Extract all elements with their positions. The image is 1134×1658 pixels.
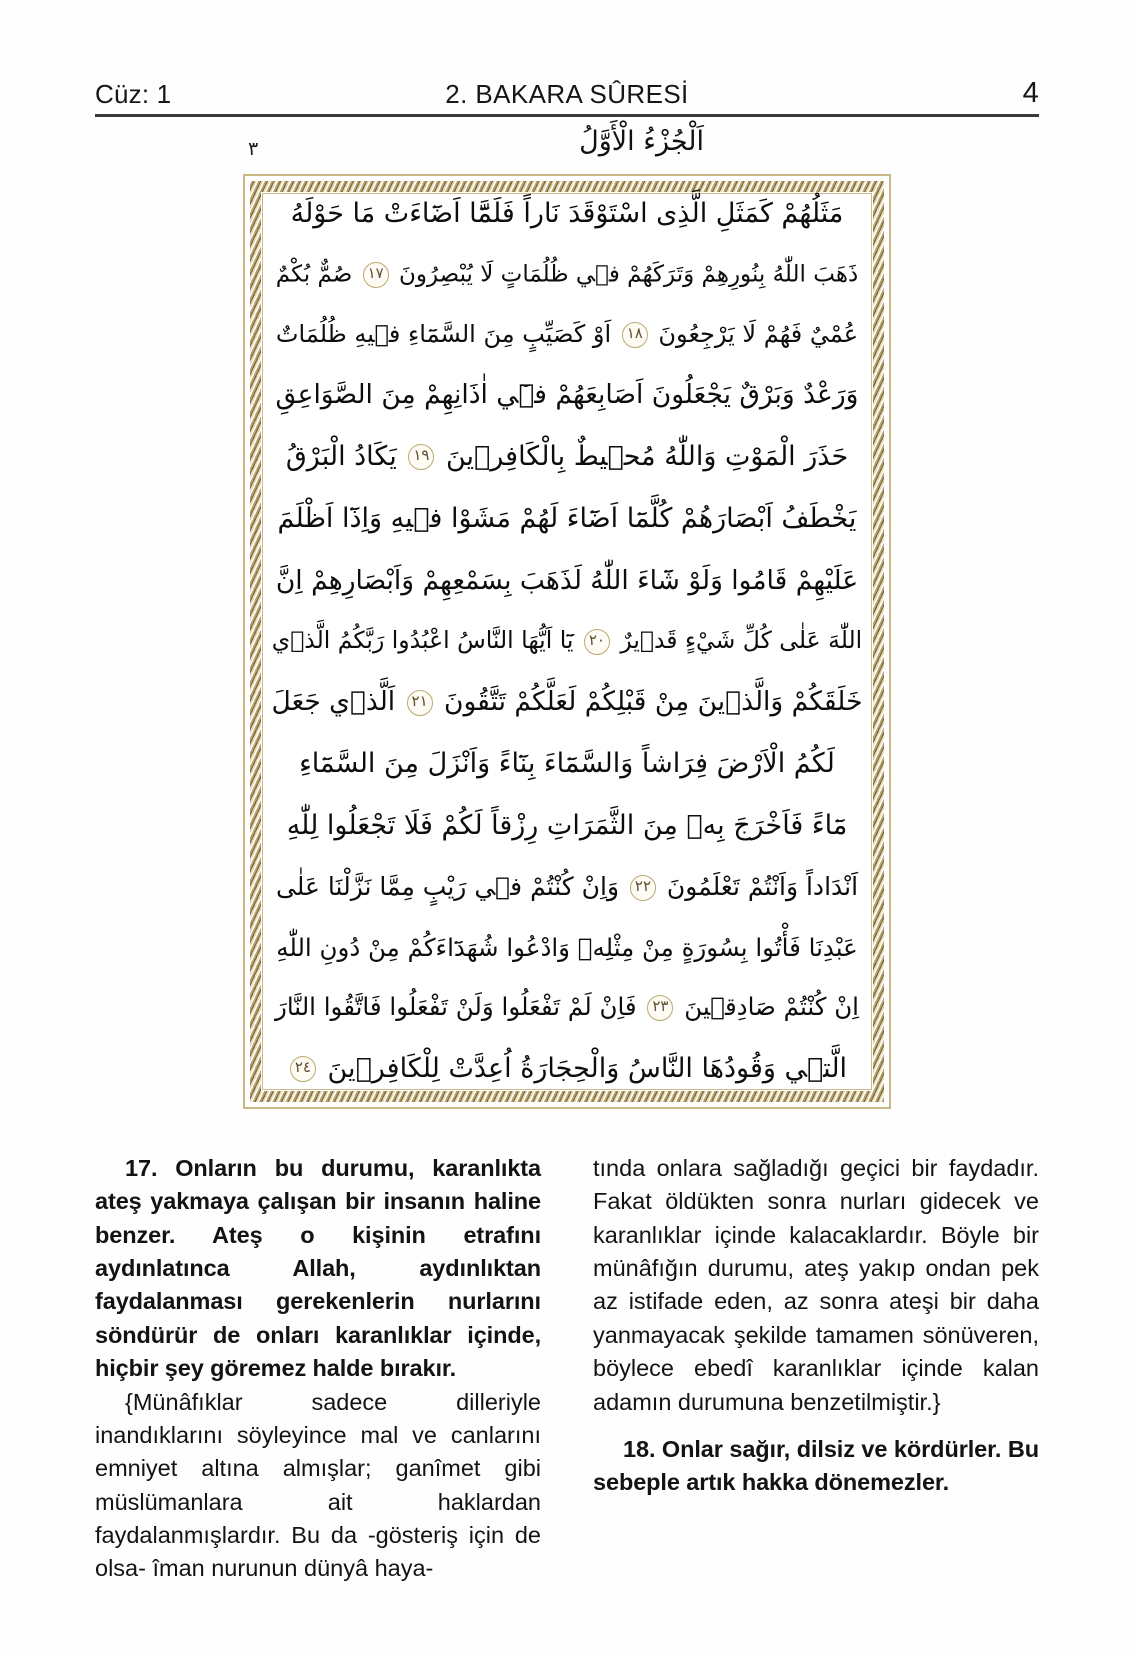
translation-area — [95, 1152, 1039, 1598]
quran-line: لَكُمُ الْاَرْضَ فِرَاشاً وَالسَّمَٓاءَ بِنَٓاءً وَاَنْزَلَ مِنَ السَّمَٓاءِ — [299, 747, 835, 779]
page-number: 4 — [1022, 77, 1039, 109]
quran-line: وَرَعْدٌ وَبَرْقٌ يَجْعَلُونَ اَصَابِعَهُمْ ف۪ٓي اٰذَانِهِمْ مِنَ الصَّوَاعِقِ — [275, 379, 859, 411]
ayah-number-marker: ٢٠ — [584, 629, 610, 655]
quran-line: ذَهَبَ اللّٰهُ بِنُورِهِمْ وَتَرَكَهُمْ ف۪ي ظُلُمَاتٍ لَا يُبْصِرُونَ ١٧ صُمٌّ بُكْمٌ — [275, 261, 859, 288]
quran-text-frame — [243, 174, 891, 1109]
quran-line: يَخْطَفُ اَبْصَارَهُمْ كُلَّمَٓا اَضَٓاءَ لَهُمْ مَشَوْا ف۪يهِ وَاِذَٓا اَظْلَمَ — [277, 502, 857, 534]
running-header — [95, 68, 1039, 110]
quran-line: خَلَقَكُمْ وَالَّذ۪ينَ مِنْ قَبْلِكُمْ لَعَلَّكُمْ تَتَّقُونَ ٢١ اَلَّذ۪ي جَعَلَ — [271, 686, 863, 718]
surah-title: 2. BAKARA SÛRESİ — [445, 79, 689, 109]
ayah-number-marker: ٢١ — [407, 690, 433, 716]
ayah-number-marker: ١٩ — [408, 444, 434, 470]
header-divider — [95, 114, 1039, 117]
quran-arabic-text — [271, 200, 863, 1083]
quran-line: اللّٰهَ عَلٰى كُلِّ شَيْءٍ قَد۪يرٌ ٢٠ يَٓا اَيُّهَا النَّاسُ اعْبُدُوا رَبَّكُمُ الَّذ۪ي — [271, 626, 863, 655]
commentary-paragraph-17a: {Münâfıklar sadece dilleriyle inandıklarını söyleyince mal ve canlarını emniyet altına almışlar; ganîmet gibi müslümanlara ait haklardan faydalanmışlardır. Bu da -gösteriş için de olsa- îman nurunun dünyâ haya- — [95, 1388, 541, 1582]
quran-line: عَبْدِنَا فَأْتُوا بِسُورَةٍ مِنْ مِثْلِه۪ وَادْعُوا شُهَدَٓاءَكُمْ مِنْ دُونِ اللّٰهِ — [276, 932, 858, 962]
quran-line: مَٓاءً فَاَخْرَجَ بِه۪ مِنَ الثَّمَرَاتِ رِزْقاً لَكُمْ فَلَا تَجْعَلُوا لِلّٰهِ — [286, 809, 848, 841]
quran-line: اِنْ كُنْتُمْ صَادِق۪ينَ ٢٣ فَاِنْ لَمْ تَفْعَلُوا وَلَنْ تَفْعَلُوا فَاتَّقُوا النَّارَ — [275, 991, 859, 1021]
ayah-number-marker: ٢٣ — [647, 995, 673, 1021]
quran-line: اَنْدَاداً وَاَنْتُمْ تَعْلَمُونَ ٢٢ وَاِنْ كُنْتُمْ ف۪ي رَيْبٍ مِمَّا نَزَّلْنَا عَلٰى — [275, 871, 859, 901]
ayah-number-marker: ٢٤ — [290, 1056, 316, 1082]
ayah-number-marker: ٢٢ — [630, 875, 656, 901]
arabic-page-number: ٣ — [248, 138, 259, 160]
quran-line: حَذَرَ الْمَوْتِ وَاللّٰهُ مُح۪يطٌ بِالْكَافِر۪ينَ ١٩ يَكَادُ الْبَرْقُ — [285, 440, 849, 472]
commentary-paragraph-17b: tında onlara sağladığı geçici bir faydadır. Fakat öldükten sonra nurları gidecek ve karanlıklar içinde kalacaklardır. Böyle bir münâfığın durumu, ateş yakıp ondan pek az istifade eden, az sonra ateşi bir daha yanmayacak şekilde tamamen sönüveren, böylece ebedî karanlıklar içinde kalan adamın durumuna benzetilmiştir.} — [593, 1155, 1039, 1415]
quran-line: الَّت۪ي وَقُودُهَا النَّاسُ وَالْحِجَارَةُ اُعِدَّتْ لِلْكَافِر۪ينَ ٢٤ — [271, 1055, 863, 1083]
juz-label: Cüz: 1 — [95, 79, 172, 109]
quran-line: عُمْيٌ فَهُمْ لَا يَرْجِعُونَ ١٨ اَوْ كَصَيِّبٍ مِنَ السَّمَٓاءِ ف۪يهِ ظُلُمَاتٌ — [275, 319, 859, 348]
verse-paragraph-18: 18. Onlar sağır, dilsiz ve kördürler. Bu sebeple artık hakka dönemezler. — [593, 1435, 1039, 1496]
translation-left-column — [95, 1152, 541, 1598]
quran-line: عَلَيْهِمْ قَامُوا وَلَوْ شَٓاءَ اللّٰهُ لَذَهَبَ بِسَمْعِهِمْ وَاَبْصَارِهِمْ اِنَّ — [275, 564, 859, 596]
verse-paragraph-17: 17. Onların bu durumu, karanlıkta ateş yakmaya çalışan bir insanın haline benzer. Ateş o kişinin etrafını aydınlatınca Allah, aydınlıktan faydalanması gerekenlerin nurlarını söndürür de onları karanlıklar içinde, hiçbir şey göremez halde bırakır. — [95, 1155, 541, 1382]
ayah-number-marker: ١٨ — [622, 322, 648, 348]
arabic-juz-header — [230, 126, 704, 174]
quran-line: مَثَلُهُمْ كَمَثَلِ الَّذِى اسْتَوْقَدَ نَاراً فَلَمَّٓا اَضَٓاءَتْ مَا حَوْلَهُ — [290, 198, 844, 229]
arabic-juz-title: اَلْجُزْءُ الْأَوَّلُ — [579, 126, 704, 157]
ayah-number-marker: ١٧ — [363, 262, 389, 288]
translation-right-column — [593, 1152, 1039, 1598]
